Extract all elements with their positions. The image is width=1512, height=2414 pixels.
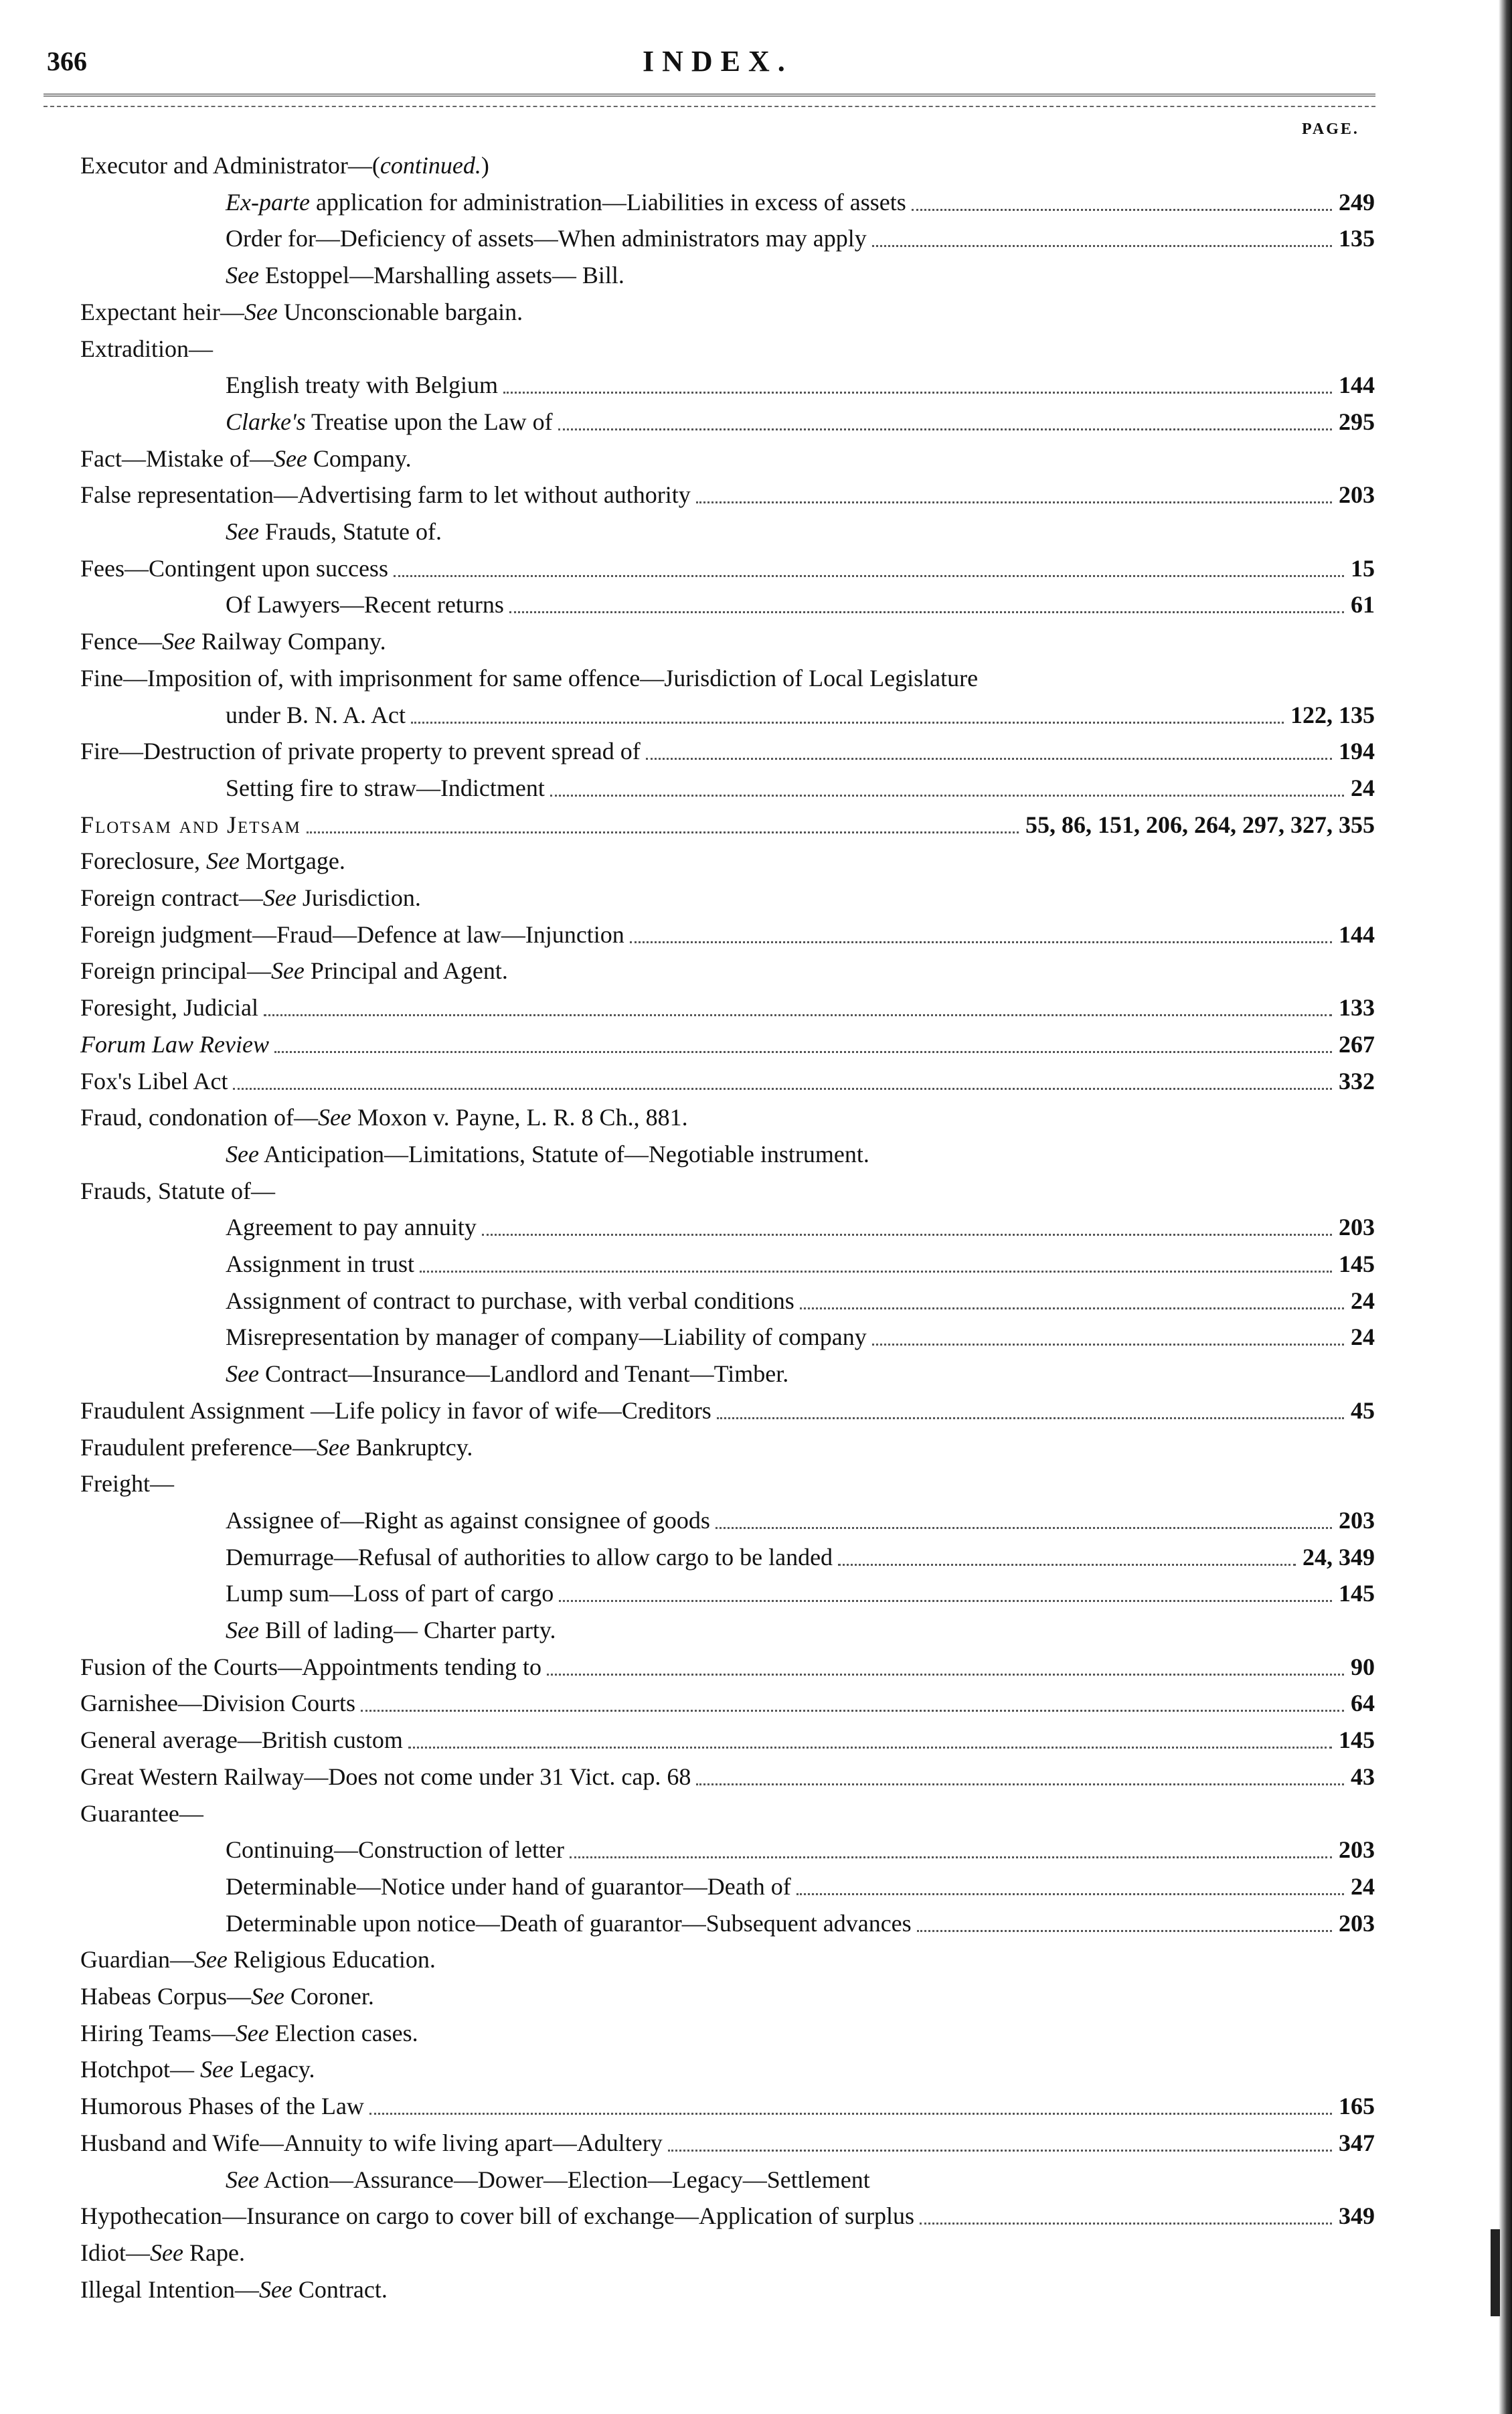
entry-heading	[226, 1284, 794, 1317]
index-entry	[0, 405, 1512, 438]
index-entry	[0, 1870, 1512, 1903]
entry-page-ref: 332	[1339, 1067, 1375, 1095]
entry-page-ref: 145	[1339, 1251, 1375, 1277]
entry-text: Fraud, condonation of—	[80, 1104, 318, 1131]
entry-text: Setting fire to straw—Indictment	[226, 774, 545, 801]
entry-heading	[80, 295, 523, 329]
entry-heading	[226, 1833, 564, 1866]
index-entry	[0, 1577, 1512, 1610]
entry-text: English treaty with Belgium	[226, 372, 498, 399]
entry-heading	[80, 1394, 711, 1427]
entry-italic-text: See	[235, 2019, 269, 2046]
entry-text: Religious Education.	[227, 1946, 436, 1974]
entry-text: Coroner.	[284, 1983, 374, 2010]
index-entry	[0, 881, 1512, 914]
entry-text: Order for—Deficiency of assets—When administrators may apply	[226, 225, 867, 252]
entry-text: Expectant heir—	[80, 298, 244, 325]
entry-heading	[226, 1357, 788, 1390]
entry-text: Hypothecation—Insurance on cargo to cover bill of exchange—Application of surplus	[80, 2202, 914, 2230]
entry-heading	[80, 1101, 688, 1134]
index-entry	[0, 2163, 1512, 2196]
entry-page-ref: 203	[1339, 1214, 1375, 1241]
entry-page-ref: 144	[1339, 920, 1375, 948]
index-entry	[0, 1101, 1512, 1134]
entry-page-ref: 24, 349	[1303, 1543, 1375, 1571]
entry-text: Continuing—Construction of letter	[226, 1836, 564, 1864]
index-entry	[0, 2126, 1512, 2160]
entry-italic-text: See	[193, 1946, 228, 1974]
entry-text: Bankruptcy.	[349, 1433, 473, 1461]
entry-italic-text: See	[258, 2275, 292, 2303]
entry-text: Of Lawyers—Recent returns	[226, 591, 504, 619]
entry-text: Frauds, Statute of.	[258, 518, 442, 545]
entry-heading	[80, 149, 489, 182]
entry-heading	[80, 1467, 174, 1500]
entry-page-ref: 133	[1339, 994, 1375, 1022]
entry-text: Agreement to pay annuity	[226, 1214, 477, 1241]
leader-dots	[394, 552, 1344, 577]
entry-italic-text: See	[205, 848, 240, 875]
entry-text: Executor and Administrator—(	[80, 152, 380, 179]
index-entry	[0, 1028, 1512, 1061]
entry-text: Fence—	[80, 628, 162, 655]
entry-heading	[226, 515, 442, 548]
leader-dots	[646, 734, 1332, 760]
entry-text: Hiring Teams—	[80, 2019, 236, 2046]
leader-dots	[800, 1284, 1344, 1309]
index-entry	[0, 1284, 1512, 1317]
entry-heading	[80, 1723, 403, 1757]
entry-text: Assignment in trust	[226, 1251, 415, 1277]
leader-dots	[570, 1833, 1332, 1858]
entry-text: Treatise upon the Law of	[305, 408, 553, 435]
entry-text: Legacy.	[233, 2056, 315, 2083]
entry-italic-text: See	[226, 1617, 259, 1643]
entry-heading	[226, 1137, 869, 1171]
page-number: 366	[47, 46, 87, 76]
index-entry	[0, 478, 1512, 511]
entry-text: Extradition—	[80, 335, 213, 362]
index-entry	[0, 734, 1512, 768]
index-entry	[0, 2089, 1512, 2123]
entry-page-ref: 145	[1339, 1580, 1375, 1607]
entry-page-ref: 267	[1339, 1030, 1375, 1058]
entry-italic-text: See	[273, 445, 307, 472]
entry-italic-text: See	[317, 1104, 351, 1131]
index-entry	[0, 1137, 1512, 1171]
entry-page-ref: 24	[1351, 774, 1375, 801]
entry-page-ref: 144	[1339, 372, 1375, 399]
entry-heading	[80, 332, 213, 366]
entry-heading	[80, 1028, 269, 1061]
index-entry	[0, 258, 1512, 292]
entry-text: Contract—Insurance—Landlord and Tenant—Timber.	[258, 1360, 789, 1388]
leader-dots	[503, 368, 1332, 394]
entry-text: Anticipation—Limitations, Statute of—Negotiable instrument.	[258, 1140, 869, 1168]
entry-heading	[80, 1686, 355, 1720]
entry-page-ref: 45	[1351, 1396, 1375, 1424]
entry-italic-text: See	[226, 2166, 259, 2193]
entry-heading	[80, 1980, 374, 2013]
entry-heading	[80, 625, 386, 658]
entry-page-ref: 135	[1339, 225, 1375, 252]
leader-dots	[912, 185, 1332, 211]
leader-dots	[307, 808, 1019, 833]
entry-text: Foreign contract—	[80, 884, 263, 911]
entry-small-caps-text: Flotsam and Jetsam	[80, 811, 301, 838]
index-entry	[0, 1980, 1512, 2013]
entry-italic-text: See	[316, 1433, 350, 1461]
entry-heading	[80, 881, 421, 914]
entry-heading	[226, 222, 867, 255]
entry-text: Great Western Railway—Does not come under 31 Vict. cap. 68	[80, 1763, 691, 1790]
entry-italic-text: See	[226, 262, 259, 289]
entry-italic-text: Ex-parte	[226, 188, 310, 216]
entry-text: General average—British custom	[80, 1726, 403, 1754]
index-entry	[0, 1064, 1512, 1098]
entry-text: Fees—Contingent upon success	[80, 554, 388, 582]
entry-text: Idiot—	[80, 2239, 150, 2266]
leader-dots	[482, 1210, 1332, 1236]
entry-heading	[226, 1907, 912, 1940]
entry-heading	[80, 1650, 541, 1684]
entry-text: Mortgage.	[239, 848, 345, 875]
entry-heading	[226, 405, 553, 438]
entry-text: Guardian—	[80, 1946, 194, 1974]
index-entry	[0, 2236, 1512, 2269]
index-entry	[0, 295, 1512, 329]
entry-text: Hotchpot—	[80, 2056, 200, 2083]
entry-page-ref: 194	[1339, 738, 1375, 765]
index-entry	[0, 588, 1512, 621]
index-entry	[0, 222, 1512, 255]
index-entry	[0, 1650, 1512, 1684]
leader-dots	[547, 1650, 1344, 1676]
index-entry	[0, 442, 1512, 475]
index-entry	[0, 698, 1512, 732]
entry-heading	[80, 2126, 663, 2160]
entry-text: False representation—Advertising farm to let without authority	[80, 481, 691, 509]
entry-text: Bill of lading— Charter party.	[258, 1617, 556, 1643]
entry-page-ref: 203	[1339, 1506, 1375, 1534]
index-entry	[0, 185, 1512, 219]
index-entry	[0, 918, 1512, 951]
index-entry	[0, 1943, 1512, 1976]
entry-heading	[80, 2273, 388, 2306]
entry-text: Garnishee—Division Courts	[80, 1690, 355, 1717]
leader-dots	[361, 1686, 1344, 1712]
entry-heading	[226, 1320, 867, 1354]
index-entry	[0, 771, 1512, 805]
entry-page-ref: 122, 135	[1290, 701, 1375, 728]
entry-heading	[226, 1870, 791, 1903]
entry-text: Frauds, Statute of—	[80, 1177, 275, 1204]
entry-italic-text: See	[244, 298, 278, 325]
entry-page-ref: 64	[1351, 1690, 1375, 1717]
leader-dots	[630, 918, 1332, 943]
entry-heading	[80, 2016, 418, 2050]
entry-heading	[80, 918, 624, 951]
leader-dots	[264, 991, 1332, 1016]
entry-text: Misrepresentation by manager of company—Liability of company	[226, 1323, 867, 1351]
entry-text: Foreign judgment—Fraud—Defence at law—Injunction	[80, 920, 624, 948]
entry-heading	[226, 185, 906, 219]
entry-text: Rape.	[183, 2239, 245, 2266]
entry-heading	[226, 1540, 833, 1574]
leader-dots	[796, 1870, 1344, 1895]
entry-page-ref: 203	[1339, 481, 1375, 509]
index-entry	[0, 2053, 1512, 2086]
leader-dots	[917, 1907, 1332, 1932]
page-column-label: PAGE.	[1302, 120, 1359, 138]
entry-text: application for administration—Liabilities in excess of assets	[309, 188, 906, 216]
leader-dots	[668, 2126, 1332, 2152]
index-entry	[0, 991, 1512, 1024]
entry-text: Foreign principal—	[80, 957, 271, 985]
entry-text: Habeas Corpus—	[80, 1983, 251, 2010]
entry-italic-text: Clarke's	[226, 408, 306, 435]
index-entry	[0, 2273, 1512, 2306]
entry-heading	[80, 442, 412, 475]
index-entry	[0, 1320, 1512, 1354]
entry-heading	[80, 844, 345, 878]
entry-text: Principal and Agent.	[304, 957, 508, 985]
header-rule	[44, 94, 1375, 96]
entry-heading	[80, 1943, 436, 1976]
entry-heading	[226, 1247, 414, 1281]
leader-dots	[717, 1394, 1344, 1419]
index-entry	[0, 1833, 1512, 1866]
index-entry	[0, 2016, 1512, 2050]
leader-dots	[558, 405, 1332, 430]
scanned-page-edge	[1499, 0, 1512, 2414]
leader-dots	[872, 1320, 1344, 1346]
leader-dots	[920, 2199, 1332, 2225]
entry-heading	[80, 2236, 245, 2269]
entry-page-ref: 203	[1339, 1909, 1375, 1937]
entry-text: )	[481, 152, 489, 179]
entry-heading	[80, 954, 508, 987]
leader-dots	[509, 588, 1344, 613]
entry-text: Lump sum—Loss of part of cargo	[226, 1580, 554, 1607]
entry-italic-text: See	[150, 2239, 183, 2266]
entry-text: Jurisdiction.	[296, 884, 421, 911]
entry-heading	[80, 478, 691, 511]
leader-dots	[420, 1247, 1332, 1273]
entry-page-ref: 145	[1339, 1726, 1375, 1754]
entry-page-ref: 15	[1351, 554, 1375, 582]
leader-dots	[838, 1540, 1296, 1566]
leader-dots	[872, 222, 1332, 247]
index-entry	[0, 1760, 1512, 1793]
entry-heading	[80, 2053, 315, 2086]
entry-page-ref: 349	[1339, 2202, 1375, 2230]
leader-dots	[716, 1504, 1332, 1529]
index-entry	[0, 1797, 1512, 1830]
index-entry	[0, 625, 1512, 658]
entry-text: Fact—Mistake of—	[80, 445, 274, 472]
entry-text: Fine—Imposition of, with imprisonment for same offence—Jurisdiction of Local Legislature	[80, 664, 979, 692]
leader-dots	[408, 1723, 1332, 1749]
entry-text: Humorous Phases of the Law	[80, 2093, 364, 2120]
entry-heading	[80, 2199, 914, 2233]
entry-text: Assignee of—Right as against consignee of goods	[226, 1506, 710, 1534]
entry-heading	[80, 1064, 228, 1098]
entry-heading	[80, 1174, 275, 1208]
index-entry	[0, 844, 1512, 878]
entry-page-ref: 90	[1351, 1653, 1375, 1680]
index-entry	[0, 1247, 1512, 1281]
index-entry	[0, 1394, 1512, 1427]
index-entry	[0, 1504, 1512, 1537]
index-entry	[0, 1613, 1512, 1647]
entry-italic-text: See	[161, 628, 195, 655]
entry-heading	[226, 698, 406, 732]
entry-heading	[80, 1431, 473, 1464]
index-entry	[0, 1357, 1512, 1390]
index-entry	[0, 1540, 1512, 1574]
entry-page-ref: 295	[1339, 408, 1375, 435]
entry-text: Contract.	[292, 2275, 388, 2303]
entry-heading	[226, 1504, 710, 1537]
leader-dots	[233, 1064, 1332, 1090]
entry-text: Husband and Wife—Annuity to wife living apart—Adultery	[80, 2129, 663, 2156]
entry-italic-text: See	[262, 884, 297, 911]
entry-text: Assignment of contract to purchase, with verbal conditions	[226, 1287, 794, 1314]
index-entry	[0, 332, 1512, 366]
entry-italic-text: continued.	[380, 152, 481, 179]
index-entry	[0, 149, 1512, 182]
entry-heading	[80, 991, 258, 1024]
entry-page-ref: 43	[1351, 1763, 1375, 1790]
entry-page-ref: 165	[1339, 2093, 1375, 2120]
index-entry	[0, 1431, 1512, 1464]
index-entry	[0, 1467, 1512, 1500]
entry-heading	[80, 2089, 364, 2123]
entry-heading	[226, 1210, 477, 1244]
entry-text: Fusion of the Courts—Appointments tending to	[80, 1653, 541, 1680]
entry-text: Moxon v. Payne, L. R. 8 Ch., 881.	[351, 1104, 688, 1131]
entry-italic-text: See	[226, 1140, 259, 1168]
index-entry	[0, 1174, 1512, 1208]
entry-heading	[80, 1797, 203, 1830]
entry-heading	[80, 661, 978, 695]
entry-text: Demurrage—Refusal of authorities to allow cargo to be landed	[226, 1543, 833, 1571]
entry-heading	[226, 1613, 556, 1647]
entry-heading	[80, 1760, 691, 1793]
entry-italic-text: See	[199, 2056, 234, 2083]
entry-heading	[226, 368, 498, 402]
entry-text: Estoppel—Marshalling assets— Bill.	[258, 262, 624, 289]
leader-dots	[696, 1760, 1344, 1785]
entry-italic-text: See	[250, 1983, 284, 2010]
entry-page-ref: 203	[1339, 1836, 1375, 1864]
index-entry	[0, 808, 1512, 841]
page-title: INDEX.	[643, 45, 793, 78]
entry-heading	[226, 588, 504, 621]
entry-text: Fraudulent preference—	[80, 1433, 317, 1461]
leader-dots	[550, 771, 1344, 797]
entry-heading	[80, 734, 641, 768]
index-entry	[0, 661, 1512, 695]
leader-dots	[369, 2089, 1332, 2115]
entry-text: Fraudulent Assignment —Life policy in favor of wife—Creditors	[80, 1396, 711, 1424]
entry-text: Determinable—Notice under hand of guarantor—Death of	[226, 1872, 791, 1900]
entry-page-ref: 24	[1351, 1323, 1375, 1351]
entry-page-ref: 61	[1351, 591, 1375, 619]
entry-text: Illegal Intention—	[80, 2275, 259, 2303]
entry-text: Action—Assurance—Dower—Election—Legacy—Settlement	[258, 2166, 870, 2193]
entry-heading	[226, 771, 545, 805]
index-entry	[0, 1723, 1512, 1757]
entry-text: Foreclosure,	[80, 848, 206, 875]
binding-mark	[1491, 2229, 1500, 2316]
entry-heading	[226, 2163, 870, 2196]
entry-italic-text: See	[226, 1360, 259, 1388]
entry-text: Company.	[307, 445, 412, 472]
index-entry	[0, 1210, 1512, 1244]
entry-text: Fire—Destruction of private property to prevent spread of	[80, 738, 641, 765]
entry-italic-text: See	[270, 957, 305, 985]
entry-page-ref: 24	[1351, 1287, 1375, 1314]
index-entry	[0, 1907, 1512, 1940]
entry-text: under B. N. A. Act	[226, 701, 406, 728]
entry-text: Freight—	[80, 1470, 174, 1498]
entry-italic-text: Forum Law Review	[80, 1030, 269, 1058]
index-entry	[0, 1686, 1512, 1720]
entry-italic-text: See	[226, 518, 259, 545]
entry-page-ref: 55, 86, 151, 206, 264, 297, 327, 355	[1025, 811, 1375, 838]
index-entry	[0, 2199, 1512, 2233]
index-entry	[0, 515, 1512, 548]
leader-dots	[411, 698, 1284, 724]
entry-text: Guarantee—	[80, 1799, 203, 1827]
entry-heading	[80, 552, 388, 585]
entry-text: Fox's Libel Act	[80, 1067, 228, 1095]
entry-text: Determinable upon notice—Death of guarantor—Subsequent advances	[226, 1909, 912, 1937]
index-entry	[0, 368, 1512, 402]
entry-page-ref: 249	[1339, 188, 1375, 216]
leader-dots	[274, 1028, 1332, 1053]
leader-dots	[559, 1577, 1332, 1602]
index-entry	[0, 552, 1512, 585]
entry-text: Railway Company.	[195, 628, 386, 655]
leader-dots	[696, 478, 1332, 503]
index-entry	[0, 954, 1512, 987]
entry-text: Unconscionable bargain.	[277, 298, 523, 325]
entry-page-ref: 347	[1339, 2129, 1375, 2156]
entry-page-ref: 24	[1351, 1872, 1375, 1900]
entry-heading	[226, 1577, 554, 1610]
entry-text: Election cases.	[268, 2019, 418, 2046]
entry-heading	[226, 258, 624, 292]
entry-text: Foresight, Judicial	[80, 994, 258, 1022]
header-rule-dashed	[44, 106, 1375, 107]
entry-heading	[80, 808, 301, 841]
